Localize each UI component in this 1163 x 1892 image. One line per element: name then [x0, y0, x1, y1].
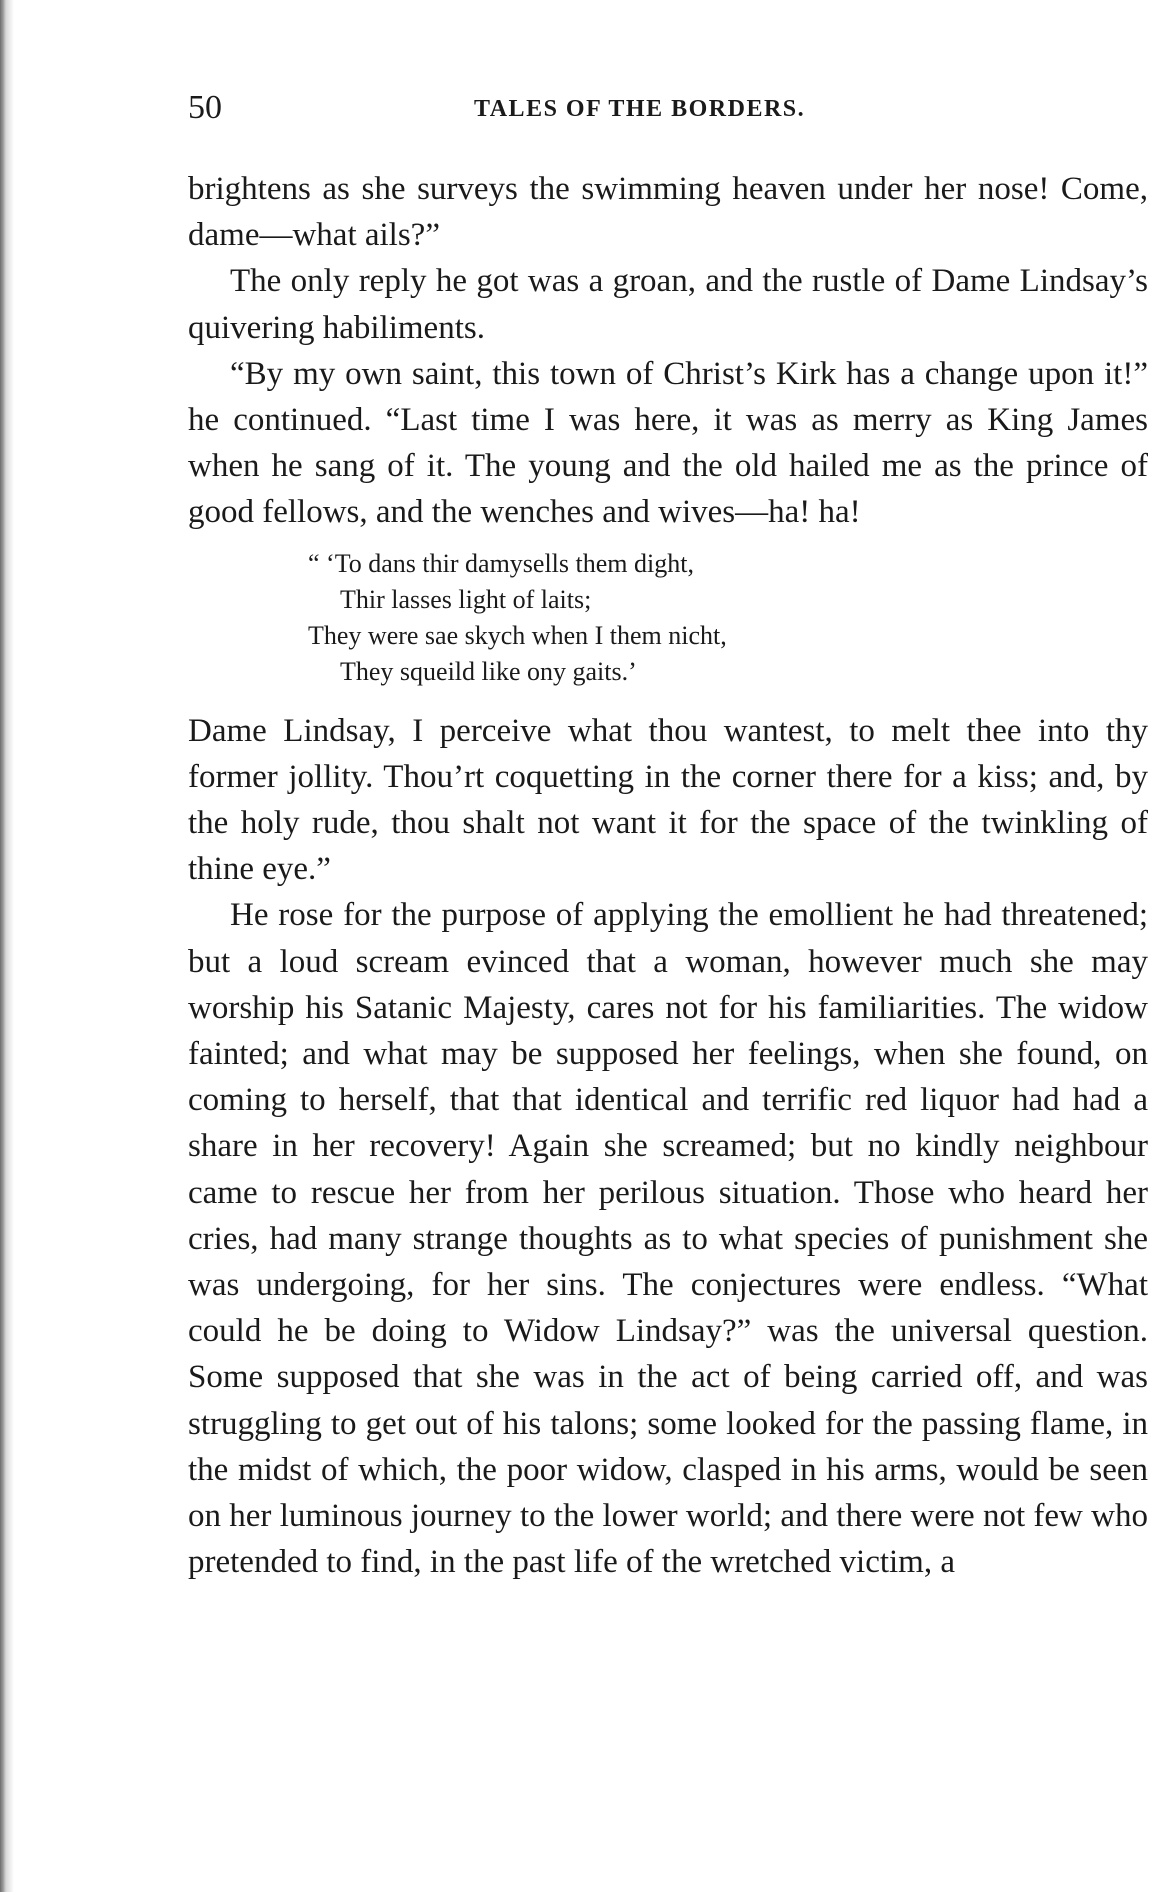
- body-text: [188, 166, 1148, 1585]
- page-header: [188, 88, 1148, 128]
- paragraph: He rose for the purpose of applying the emollient he had threatened; but a loud scream evinced that a woman, however much she may worship his Satanic Majesty, cares not for his familiarities. The widow fainted; and what may be supposed her feelings, when she found, on coming to herself, that that identical and terrific red liquor had had a share in her recovery! Again she screamed; but no kindly neighbour came to rescue her from her perilous situation. Those who heard her cries, had many strange thoughts as to what species of punishment she was undergoing, for her sins. The conjectures were endless. “What could he be doing to Widow Lindsay?” was the universal question. Some supposed that she was in the act of being carried off, and was struggling to get out of his talons; some looked for the passing flame, in the midst of which, the poor widow, clasped in his arms, would be seen on her luminous journey to the lower world; and there were not few who pretended to find, in the past life of the wretched victim, a: [188, 897, 1148, 1581]
- verse-line: Thir lasses light of laits;: [340, 584, 592, 614]
- paragraph-continued: brightens as she surveys the swimming heaven under her nose! Come, dame—what ails?”: [188, 171, 1148, 254]
- paragraph: “By my own saint, this town of Christ’s Kirk has a change upon it!” he continued. “Last time I was here, it was as merry as King James when he sang of it. The young and the old hailed me as the prince of good fellows, and the wenches and wives—ha! ha!: [188, 355, 1148, 531]
- page-number: 50: [188, 89, 222, 126]
- paragraph-after-verse: Dame Lindsay, I perceive what thou wantest, to melt thee into thy former jollity. Thou’rt coquetting in the corner there for a kiss; and, by the holy rude, thou shalt not want it for the space of the twinkling of thine eye.”: [188, 712, 1148, 888]
- verse-line: They were sae skych when I them nicht,: [308, 620, 727, 650]
- page-binding-edge: [0, 0, 14, 1892]
- verse-line: They squeild like ony gaits.’: [340, 656, 637, 686]
- running-head: TALES OF THE BORDERS.: [474, 96, 806, 122]
- paragraph: The only reply he got was a groan, and the rustle of Dame Lindsay’s quivering habiliments.: [188, 263, 1148, 346]
- verse-line: “ ‘To dans thir damysells them dight,: [308, 548, 694, 578]
- verse-quotation: [188, 546, 1148, 690]
